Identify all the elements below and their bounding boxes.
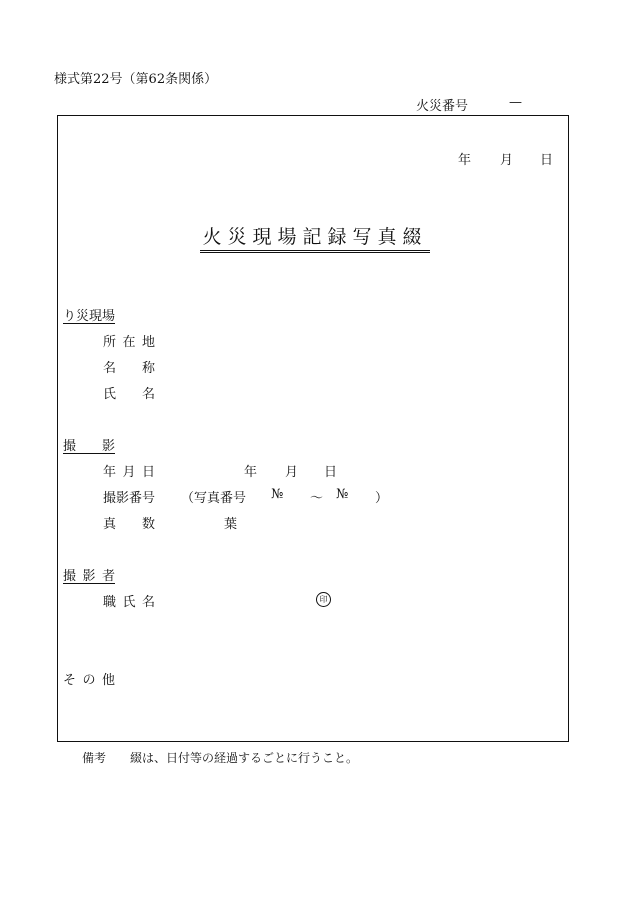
shooting-date-month: 月	[285, 465, 299, 480]
photo-number-to: №	[336, 487, 349, 502]
photographer-heading: 撮影者	[63, 569, 115, 584]
photo-count-label: 真数	[103, 517, 155, 532]
photo-count-unit: 葉	[224, 517, 238, 532]
note-text: 綴は、日付等の経過するごとに行うこと。	[130, 751, 359, 765]
photo-number-open: （写真番号	[181, 491, 247, 506]
photo-number-from: №	[271, 487, 284, 502]
name-label: 名称	[103, 361, 155, 376]
shooting-date-year: 年	[244, 465, 258, 480]
scene-heading: り災現場	[63, 309, 116, 324]
photographer-title-label: 職氏名	[103, 595, 155, 610]
other-heading: その他	[63, 673, 115, 688]
header-date-day: 日	[540, 153, 554, 168]
note-label: 備考	[82, 751, 107, 765]
shooting-number-label: 撮影番号	[103, 491, 156, 506]
seal-mark	[316, 591, 331, 607]
header-date-year: 年	[458, 153, 472, 168]
header-date-month: 月	[500, 153, 514, 168]
fire-number-dash: —	[509, 95, 522, 110]
shooting-date-label: 年月日	[103, 465, 155, 480]
form-number: 様式第22号（第62条関係）	[54, 72, 218, 87]
shooting-date-day: 日	[324, 465, 338, 480]
form-frame	[57, 115, 569, 742]
page-title-text: 火災現場記録写真綴	[200, 222, 429, 253]
photo-number-close: ）	[375, 491, 389, 506]
person-label: 氏名	[103, 387, 155, 402]
page-title	[0, 222, 630, 253]
photo-number-tilde: ～	[310, 491, 324, 506]
shooting-heading: 撮影	[63, 439, 115, 454]
seal-text: 印	[316, 592, 331, 607]
location-label: 所在地	[103, 335, 155, 350]
fire-number-label: 火災番号	[416, 99, 469, 114]
